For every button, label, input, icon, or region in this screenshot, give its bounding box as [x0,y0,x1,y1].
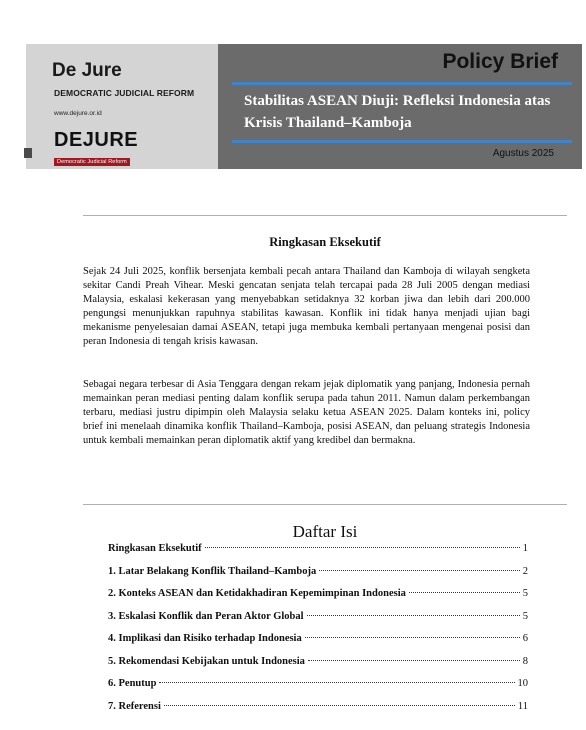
toc-item-page: 10 [517,678,528,689]
toc-item-label: 1. Latar Belakang Konflik Thailand–Kamboja [108,565,317,577]
summary-paragraph-1: Sejak 24 Juli 2025, konflik bersenjata kembali pecah antara Thailand dan Kamboja di wilayah sengketa sekitar Candi Preah Vihear. Meski gencatan senjata telah tercapai pada 28 Juli 2005 dengan mediasi Malaysia, eskalasi kekerasan yang menyebabkan setidaknya 32 korban jiwa dan lebih dari 200.000 pengungsi menunjukkan rapuhnya stabilitas kawasan. Konflik ini tidak hanya menjadi ujian bagi mekanisme penyelesaian damai ASEAN, tetapi juga membuka kembali pertanyaan mengenai posisi dan peran Indonesia di tengah krisis kawasan. [83,266,530,347]
toc-item-label: 3. Eskalasi Konflik dan Peran Aktor Global [108,610,304,622]
title-panel [218,44,582,169]
toc-leader-dots [164,705,515,706]
toc-item[interactable] [108,656,528,679]
toc-item-label: Ringkasan Eksekutif [108,543,202,554]
accent-line-top [232,82,572,85]
toc-item-page: 6 [522,633,528,644]
executive-summary-heading: Ringkasan Eksekutif [269,235,381,249]
toc-item[interactable] [108,566,528,589]
brief-date: Agustus 2025 [492,148,554,159]
dejure-logo [54,130,138,168]
toc-leader-dots [307,615,520,616]
divider-top [83,215,567,216]
accent-line-bottom [232,140,572,143]
brand-subtitle: DEMOCRATIC JUDICIAL REFORM [54,88,195,98]
toc-item[interactable] [108,543,528,566]
toc-leader-dots [205,547,520,548]
logo-text: DEJURE [54,129,139,151]
toc-item[interactable] [108,701,528,724]
toc-item[interactable] [108,633,528,656]
toc-item-page: 5 [522,610,528,622]
toc-item-page: 1 [522,543,528,554]
toc-leader-dots [159,682,514,683]
toc-leader-dots [305,637,520,638]
toc-title: Daftar Isi [292,522,358,541]
divider-middle [83,504,567,505]
toc-leader-dots [308,660,520,661]
table-of-contents [108,543,528,723]
summary-paragraph-2: Sebagai negara terbesar di Asia Tenggara dengan rekam jejak diplomatik yang panjang, Indonesia pernah memainkan peran mediasi penting dalam konflik serupa pada tahun 2011. Namun dalam perkembangan terbaru, mediasi justru dipimpin oleh Malaysia selaku ketua ASEAN 2025. Dalam konteks ini, policy brief ini menelaah dinamika konflik Thailand–Kamboja, posisi ASEAN, dan peluang strategis Indonesia untuk kembali memainkan peran diplomatik aktif yang kredibel dan bermakna. [83,379,530,446]
toc-item-page: 2 [522,565,528,577]
brand-panel [26,44,218,169]
toc-leader-dots [319,570,520,571]
toc-item-page: 11 [517,700,528,712]
toc-item-label: 2. Konteks ASEAN dan Ketidakhadiran Kepemimpinan Indonesia [108,588,406,599]
toc-item-label: 7. Referensi [108,700,161,712]
toc-item[interactable] [108,588,528,611]
toc-item-page: 5 [522,588,528,599]
brand-title: De Jure [52,60,122,81]
brief-title: Stabilitas ASEAN Diuji: Refleksi Indonesia atas Krisis Thailand–Kamboja [244,93,551,131]
toc-item[interactable] [108,611,528,634]
banner-edge-mark [24,148,32,158]
toc-item-label: 5. Rekomendasi Kebijakan untuk Indonesia [108,655,305,667]
brand-url[interactable]: www.dejure.or.id [54,110,102,117]
toc-leader-dots [409,592,520,593]
logo-tagline: Democratic Judicial Reform [54,158,130,166]
header-banner [26,44,582,169]
toc-item[interactable] [108,678,528,701]
toc-item-label: 6. Penutup [108,678,157,689]
toc-item-label: 4. Implikasi dan Risiko terhadap Indonesia [108,633,302,644]
doc-type-label: Policy Brief [442,50,558,73]
toc-item-page: 8 [522,655,528,667]
